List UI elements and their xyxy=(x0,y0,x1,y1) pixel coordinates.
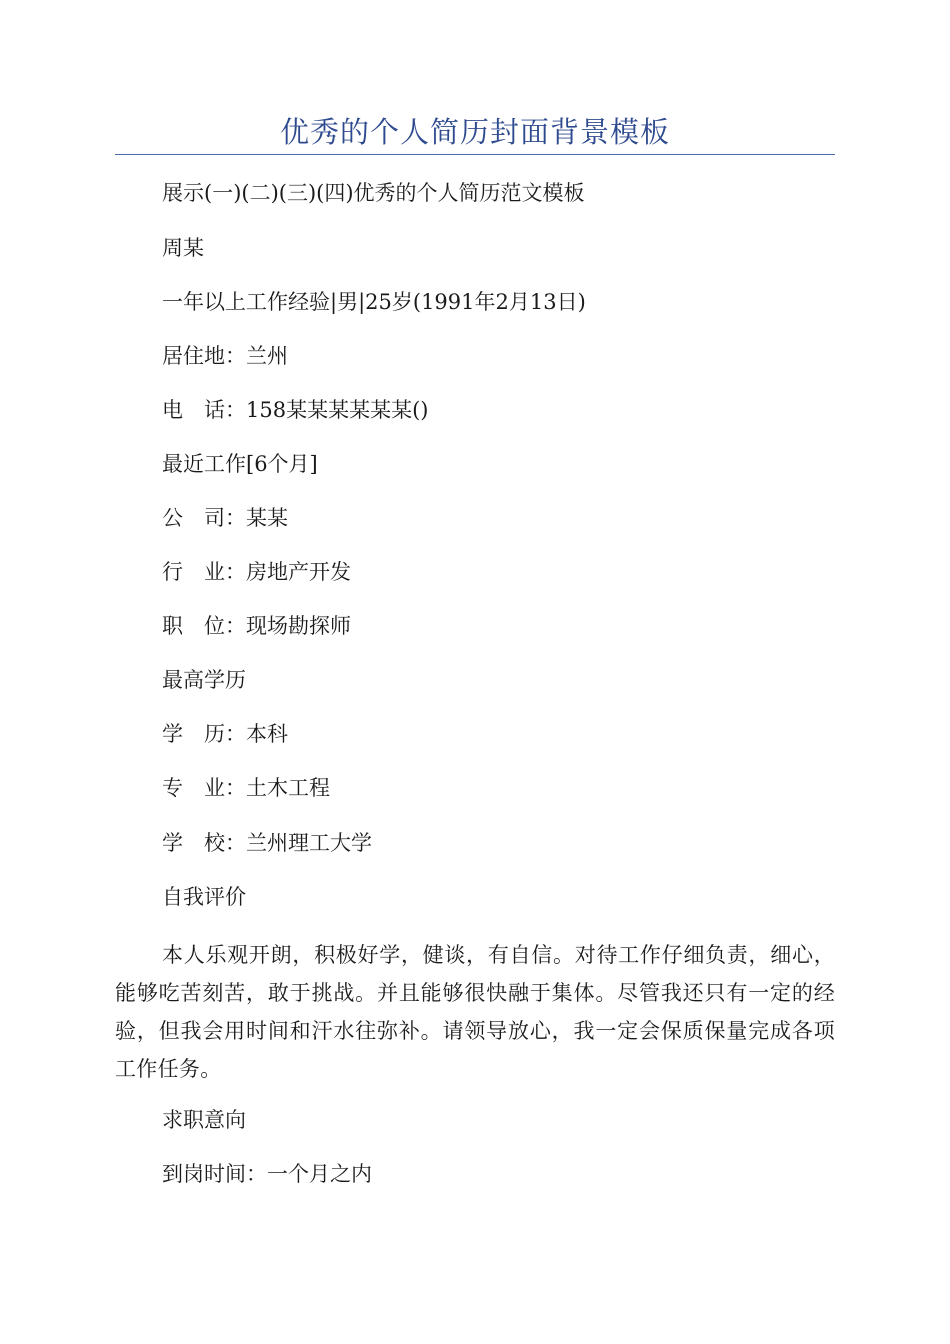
phone-line: 电 话：158某某某某某某() xyxy=(162,398,429,422)
residence-line: 居住地：兰州 xyxy=(162,344,288,368)
intro-line: 展示(一)(二)(三)(四)优秀的个人简历范文模板 xyxy=(162,181,585,205)
name-line: 周某 xyxy=(162,236,204,260)
experience-line: 一年以上工作经验|男|25岁(1991年2月13日) xyxy=(162,290,586,314)
degree-line: 学 历：本科 xyxy=(162,722,288,746)
industry-line: 行 业：房地产开发 xyxy=(162,560,351,584)
recent-work-heading: 最近工作[6个月] xyxy=(162,452,318,476)
position-line: 职 位：现场勘探师 xyxy=(162,614,351,638)
availability-line: 到岗时间：一个月之内 xyxy=(162,1162,372,1186)
title-underline xyxy=(115,154,835,155)
self-evaluation-heading: 自我评价 xyxy=(162,885,246,909)
job-intention-heading: 求职意向 xyxy=(162,1108,246,1132)
education-heading: 最高学历 xyxy=(162,668,246,692)
company-line: 公 司：某某 xyxy=(162,506,288,530)
major-line: 专 业：土木工程 xyxy=(162,776,330,800)
document-title: 优秀的个人简历封面背景模板 xyxy=(279,115,670,149)
school-line: 学 校：兰州理工大学 xyxy=(162,831,372,855)
self-evaluation-paragraph: 本人乐观开朗，积极好学，健谈，有自信。对待工作仔细负责，细心，能够吃苦刻苦，敢于挑战。并且能够很快融于集体。尽管我还只有一定的经验，但我会用时间和汗水往弥补。请领导放心，我一定会保质保量完成各项工作任务。 xyxy=(115,943,835,1081)
